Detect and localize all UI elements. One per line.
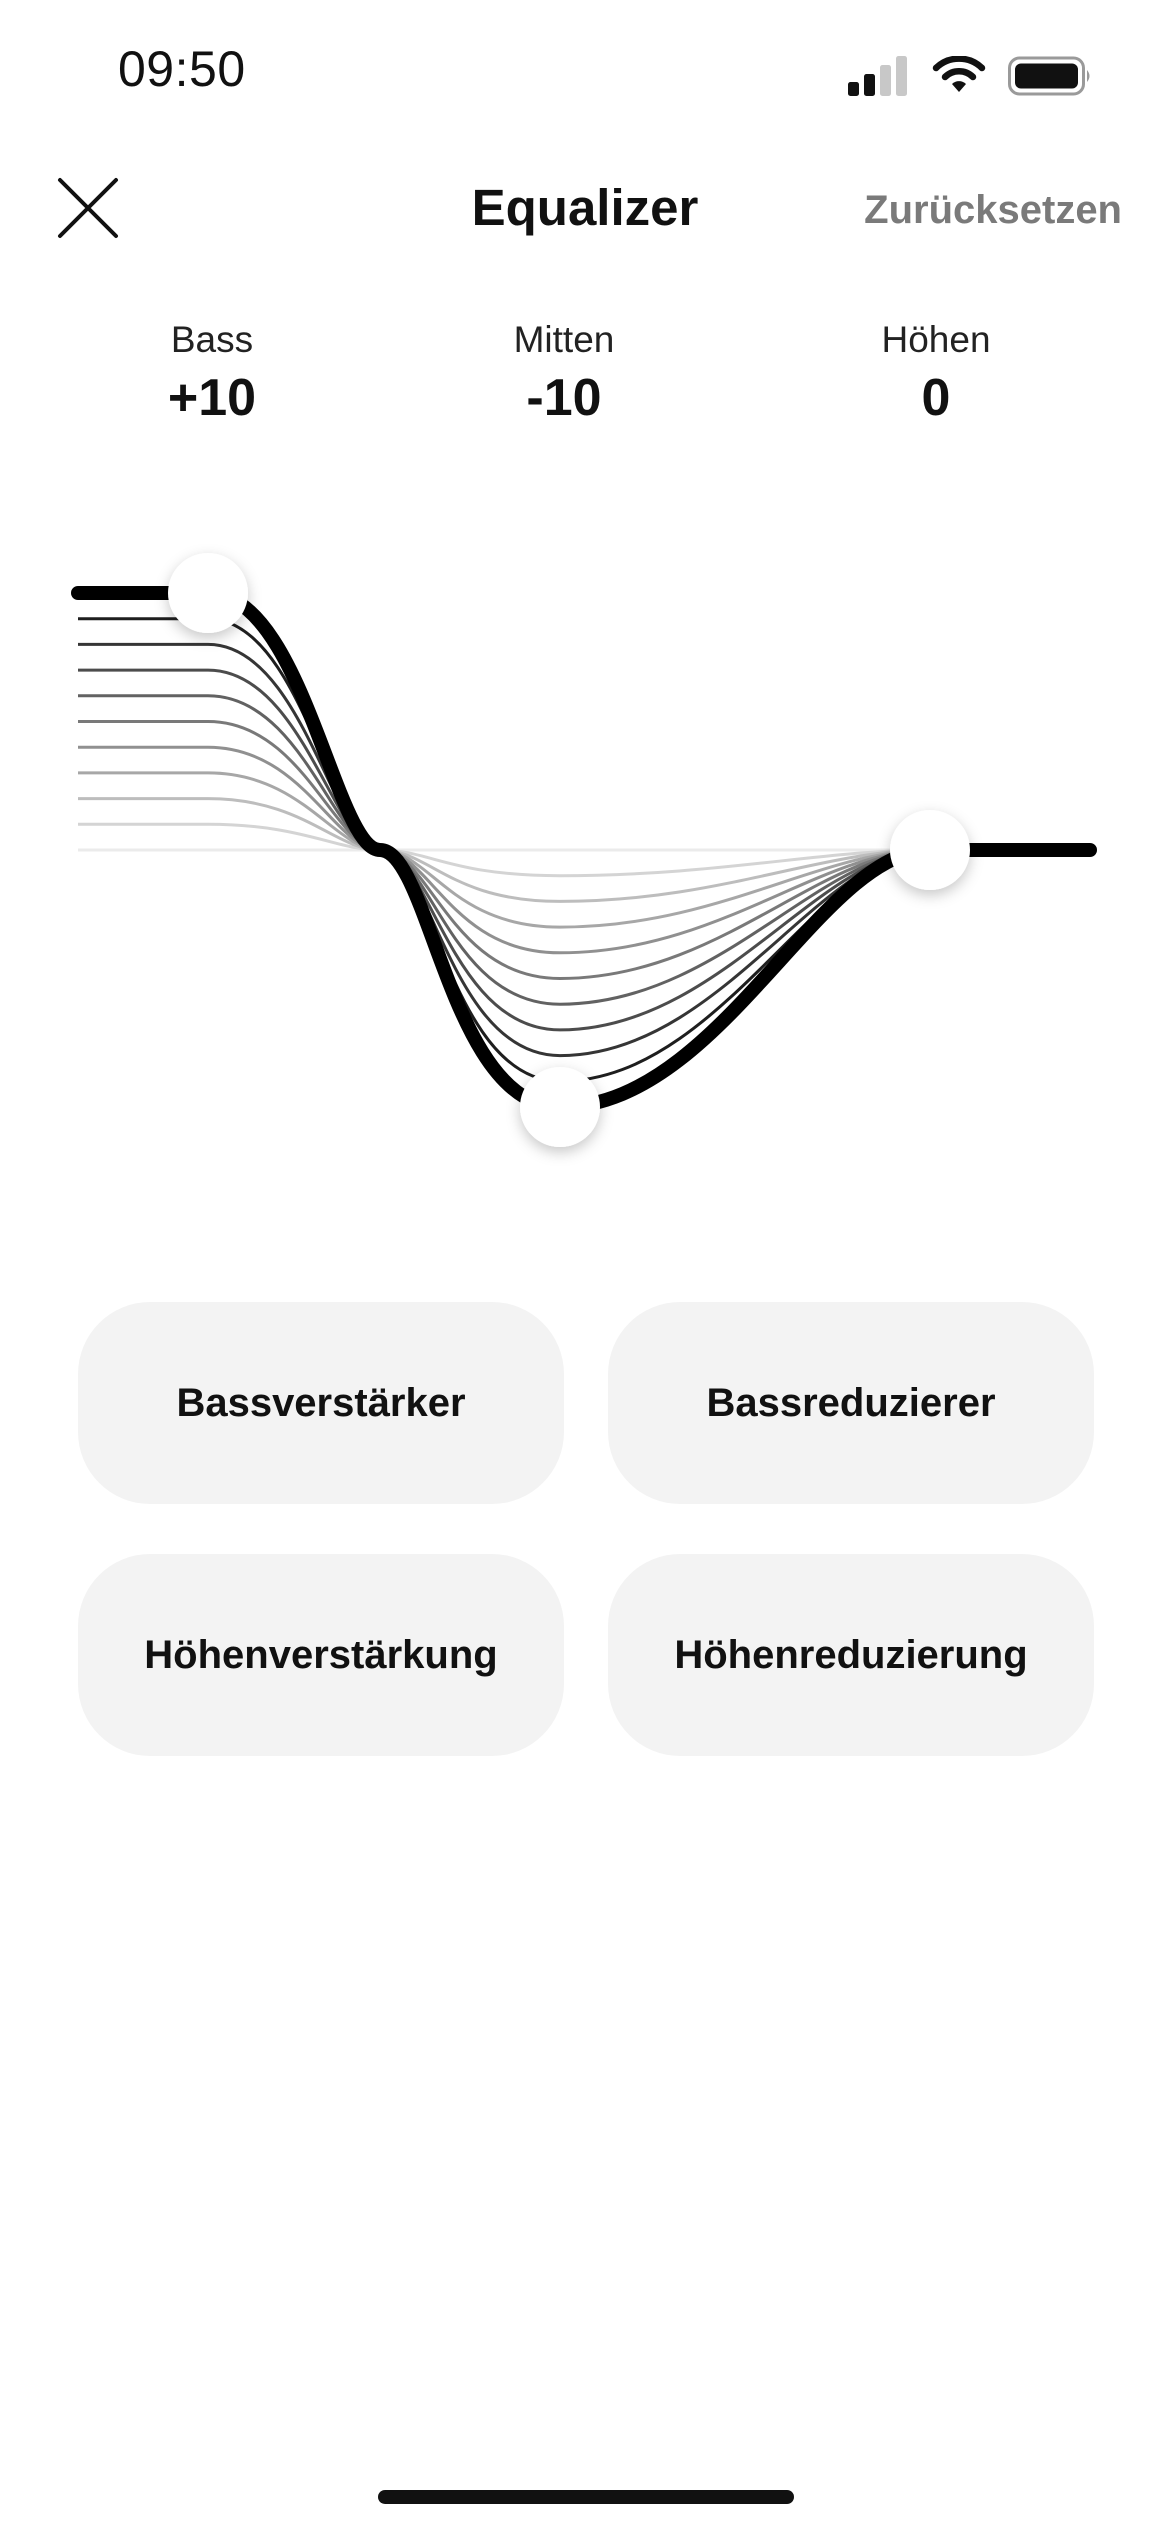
wifi-icon: [932, 56, 986, 96]
treble-readout: [786, 318, 1086, 428]
bass-slider-handle[interactable]: [168, 553, 248, 633]
bass-label: Bass: [170, 319, 254, 360]
treble-label: Höhen: [881, 319, 991, 360]
cellular-signal-icon: [848, 56, 910, 96]
mid-value: -10: [526, 369, 602, 427]
page-title: Equalizer: [471, 179, 699, 236]
preset-treble-reduce-button[interactable]: Höhenreduzierung: [608, 1554, 1094, 1756]
battery-icon: [1008, 56, 1092, 96]
home-indicator: [378, 2490, 794, 2504]
status-icons: [848, 52, 1092, 100]
bass-readout: [62, 318, 362, 428]
bass-value: +10: [167, 369, 257, 427]
preset-bass-reduce-button[interactable]: Bassreduzierer: [608, 1302, 1094, 1504]
status-time: 09:50: [118, 41, 246, 97]
mid-slider-handle[interactable]: [520, 1067, 600, 1147]
preset-treble-boost-button[interactable]: Höhenverstärkung: [78, 1554, 564, 1756]
preset-bass-boost-button[interactable]: Bassverstärker: [78, 1302, 564, 1504]
mid-label: Mitten: [513, 319, 615, 360]
reset-button[interactable]: Zurücksetzen: [864, 188, 1122, 232]
treble-slider-handle[interactable]: [890, 810, 970, 890]
mid-readout: [414, 318, 714, 428]
treble-value: 0: [921, 369, 951, 427]
